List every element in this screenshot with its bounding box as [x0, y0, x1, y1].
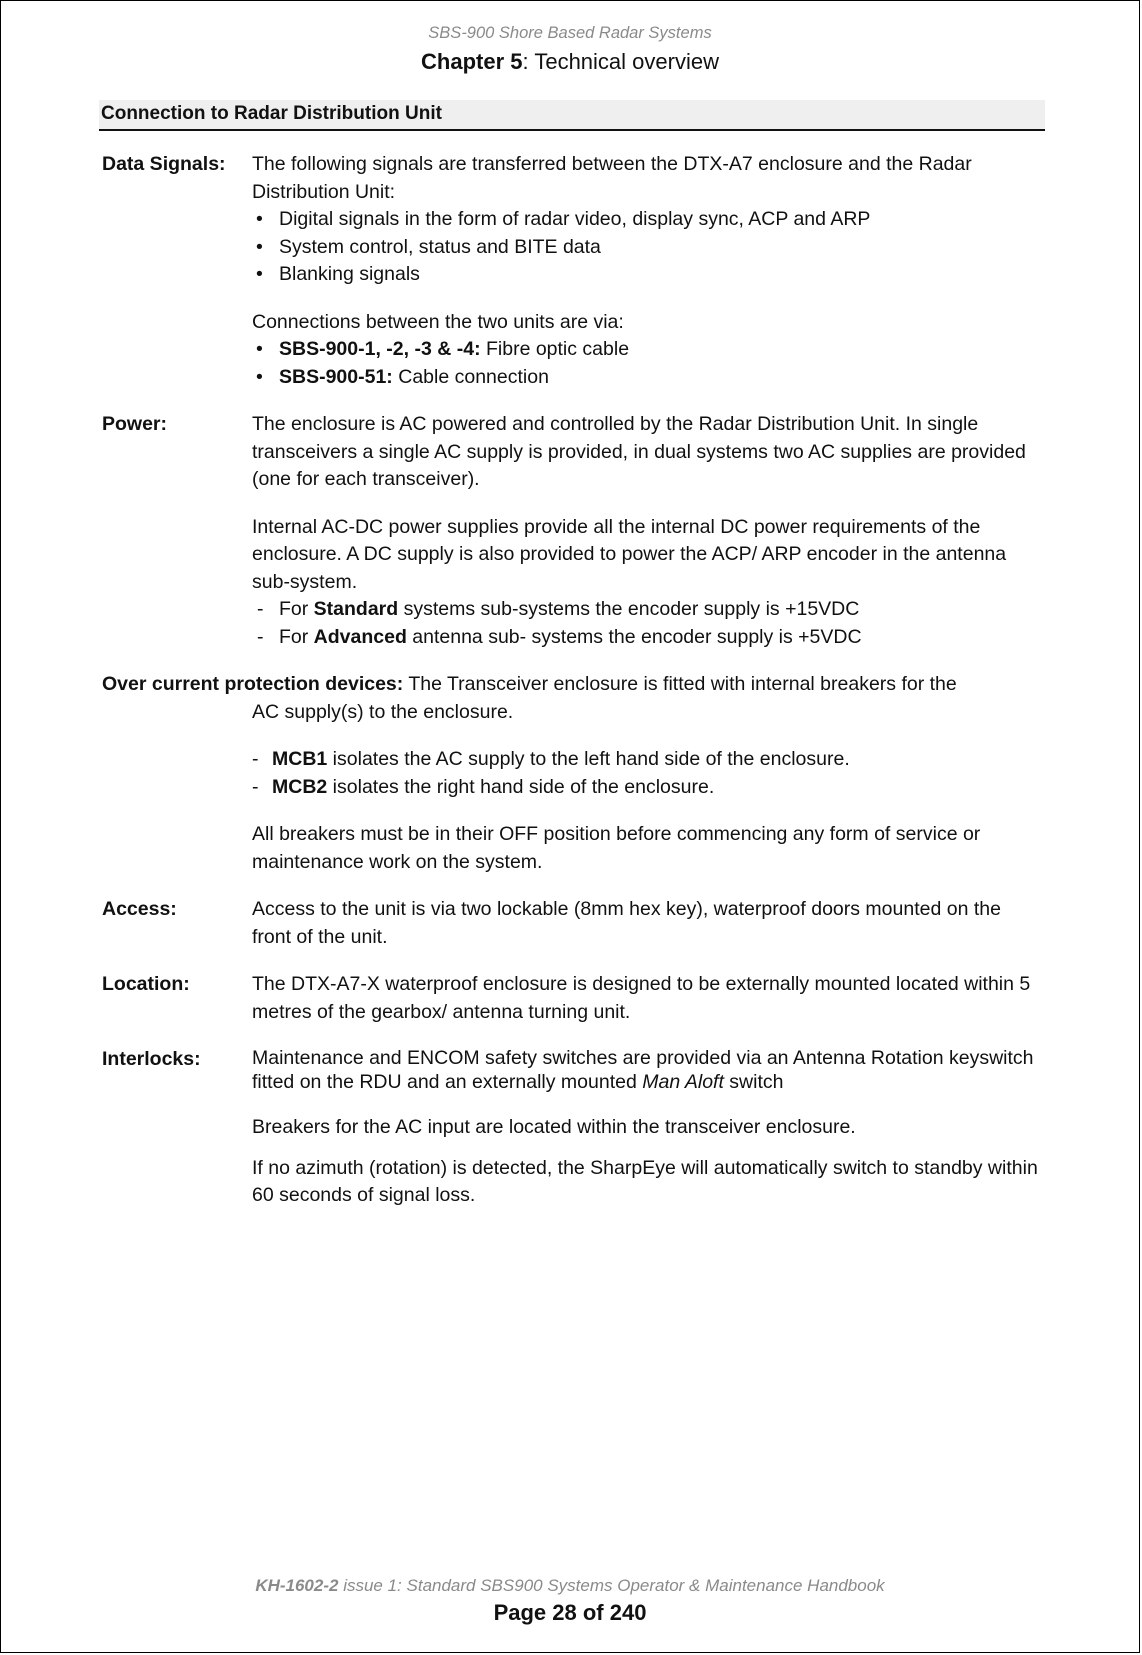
power-block [102, 411, 1042, 651]
location-text: The DTX-A7-X waterproof enclosure is designed to be externally mounted located within 5 metres of the gearbox/ antenna turning unit. [252, 973, 1031, 1023]
data-signals-label: Data Signals: [102, 153, 226, 175]
list-item [252, 746, 1042, 774]
footer-document-title [1, 1576, 1139, 1596]
footer-doc-title: issue 1: Standard SBS900 Systems Operator & Maintenance Handbook [338, 1576, 885, 1595]
breaker-id: MCB1 [272, 748, 328, 770]
page-content [102, 151, 1042, 1230]
signal-list [252, 206, 1042, 289]
connection-model: SBS-900-1, -2, -3 & -4: [279, 338, 481, 360]
section-heading-bar [99, 100, 1045, 131]
connections-intro: Connections between the two units are via: [252, 310, 624, 333]
overcurrent-first-line [102, 671, 1042, 699]
list-item [252, 596, 1042, 624]
list-item: • Digital signals in the form of radar video, display sync, ACP and ARP [252, 206, 1042, 234]
header-chapter [1, 49, 1139, 75]
interlocks-paragraph-2: Breakers for the AC input are located within the transceiver enclosure. [252, 1116, 856, 1138]
interlocks-label: Interlocks: [102, 1048, 201, 1070]
breaker-text: isolates the right hand side of the enclosure. [327, 775, 715, 798]
location-label: Location: [102, 973, 190, 995]
power-label: Power: [102, 413, 168, 435]
access-block [102, 896, 1042, 951]
connection-type: Cable connection [392, 365, 549, 388]
section-title: Connection to Radar Distribution Unit [101, 103, 442, 124]
header-subtitle: SBS-900 Shore Based Radar Systems [428, 24, 712, 42]
item-prefix: For [279, 625, 314, 648]
breaker-text: isolates the AC supply to the left hand side of the enclosure. [327, 748, 850, 770]
chapter-label: Chapter 5 [421, 49, 523, 74]
access-text: Access to the unit is via two lockable (8mm hex key), waterproof doors mounted on the front of the unit. [252, 898, 1001, 948]
overcurrent-text: The Transceiver enclosure is fitted with internal breakers for the [403, 673, 957, 695]
list-item [252, 336, 1042, 364]
interlocks-paragraph-1 [252, 1046, 1042, 1094]
connection-list [252, 336, 1042, 391]
list-item: • Blanking signals [252, 261, 1042, 289]
item-bold: Standard [313, 598, 399, 620]
man-aloft-term: Man Aloft [642, 1071, 724, 1093]
encoder-supply-list [252, 596, 1042, 651]
list-item: • System control, status and BITE data [252, 234, 1042, 262]
breaker-id: MCB2 [272, 775, 328, 798]
overcurrent-body [102, 699, 1042, 877]
power-paragraph-2: Internal AC-DC power supplies provide all the internal DC power requirements of the enclosure. A DC supply is also provided to power the ACP/ ARP encoder in the antenna sub-system. [252, 515, 1007, 593]
list-item [252, 624, 1042, 652]
connection-model: SBS-900-51: [279, 365, 393, 388]
chapter-title: : Technical overview [522, 49, 719, 74]
overcurrent-continuation: AC supply(s) to the enclosure. [252, 700, 514, 723]
power-paragraph-1: The enclosure is AC powered and controlled by the Radar Distribution Unit. In single transceivers a single AC supply is provided, in dual systems two AC supplies are provided (one for each transceiver). [252, 413, 1026, 490]
breaker-list [252, 746, 1042, 801]
overcurrent-label: Over current protection devices: [102, 673, 404, 695]
connection-type: Fibre optic cable [480, 338, 630, 360]
list-item [252, 774, 1042, 802]
data-signals-block [102, 151, 1042, 391]
item-prefix: For [279, 598, 314, 620]
data-signals-intro: The following signals are transferred between the DTX-A7 enclosure and the Radar Distribution Unit: [252, 153, 972, 203]
item-bold: Advanced [313, 625, 407, 648]
item-text: antenna sub- systems the encoder supply is +5VDC [406, 625, 862, 648]
overcurrent-paragraph-2: All breakers must be in their OFF position before commencing any form of service or maintenance work on the system. [252, 823, 981, 873]
interlocks-text: Maintenance and ENCOM safety switches are provided via an Antenna Rotation keyswitch fitted on the RDU and an externally mounted [252, 1047, 1034, 1093]
interlocks-paragraph-3: If no azimuth (rotation) is detected, the SharpEye will automatically switch to standby within 60 seconds of signal loss. [252, 1156, 1038, 1206]
access-label: Access: [102, 898, 177, 920]
location-block [102, 971, 1042, 1026]
overcurrent-block [102, 671, 1042, 876]
list-item [252, 364, 1042, 392]
interlocks-text-end: switch [723, 1071, 784, 1093]
interlocks-block [102, 1046, 1042, 1210]
footer-doc-id: KH-1602-2 [255, 1576, 339, 1595]
page-number: Page 28 of 240 [493, 1600, 647, 1625]
item-text: systems sub-systems the encoder supply is +15VDC [398, 598, 860, 620]
